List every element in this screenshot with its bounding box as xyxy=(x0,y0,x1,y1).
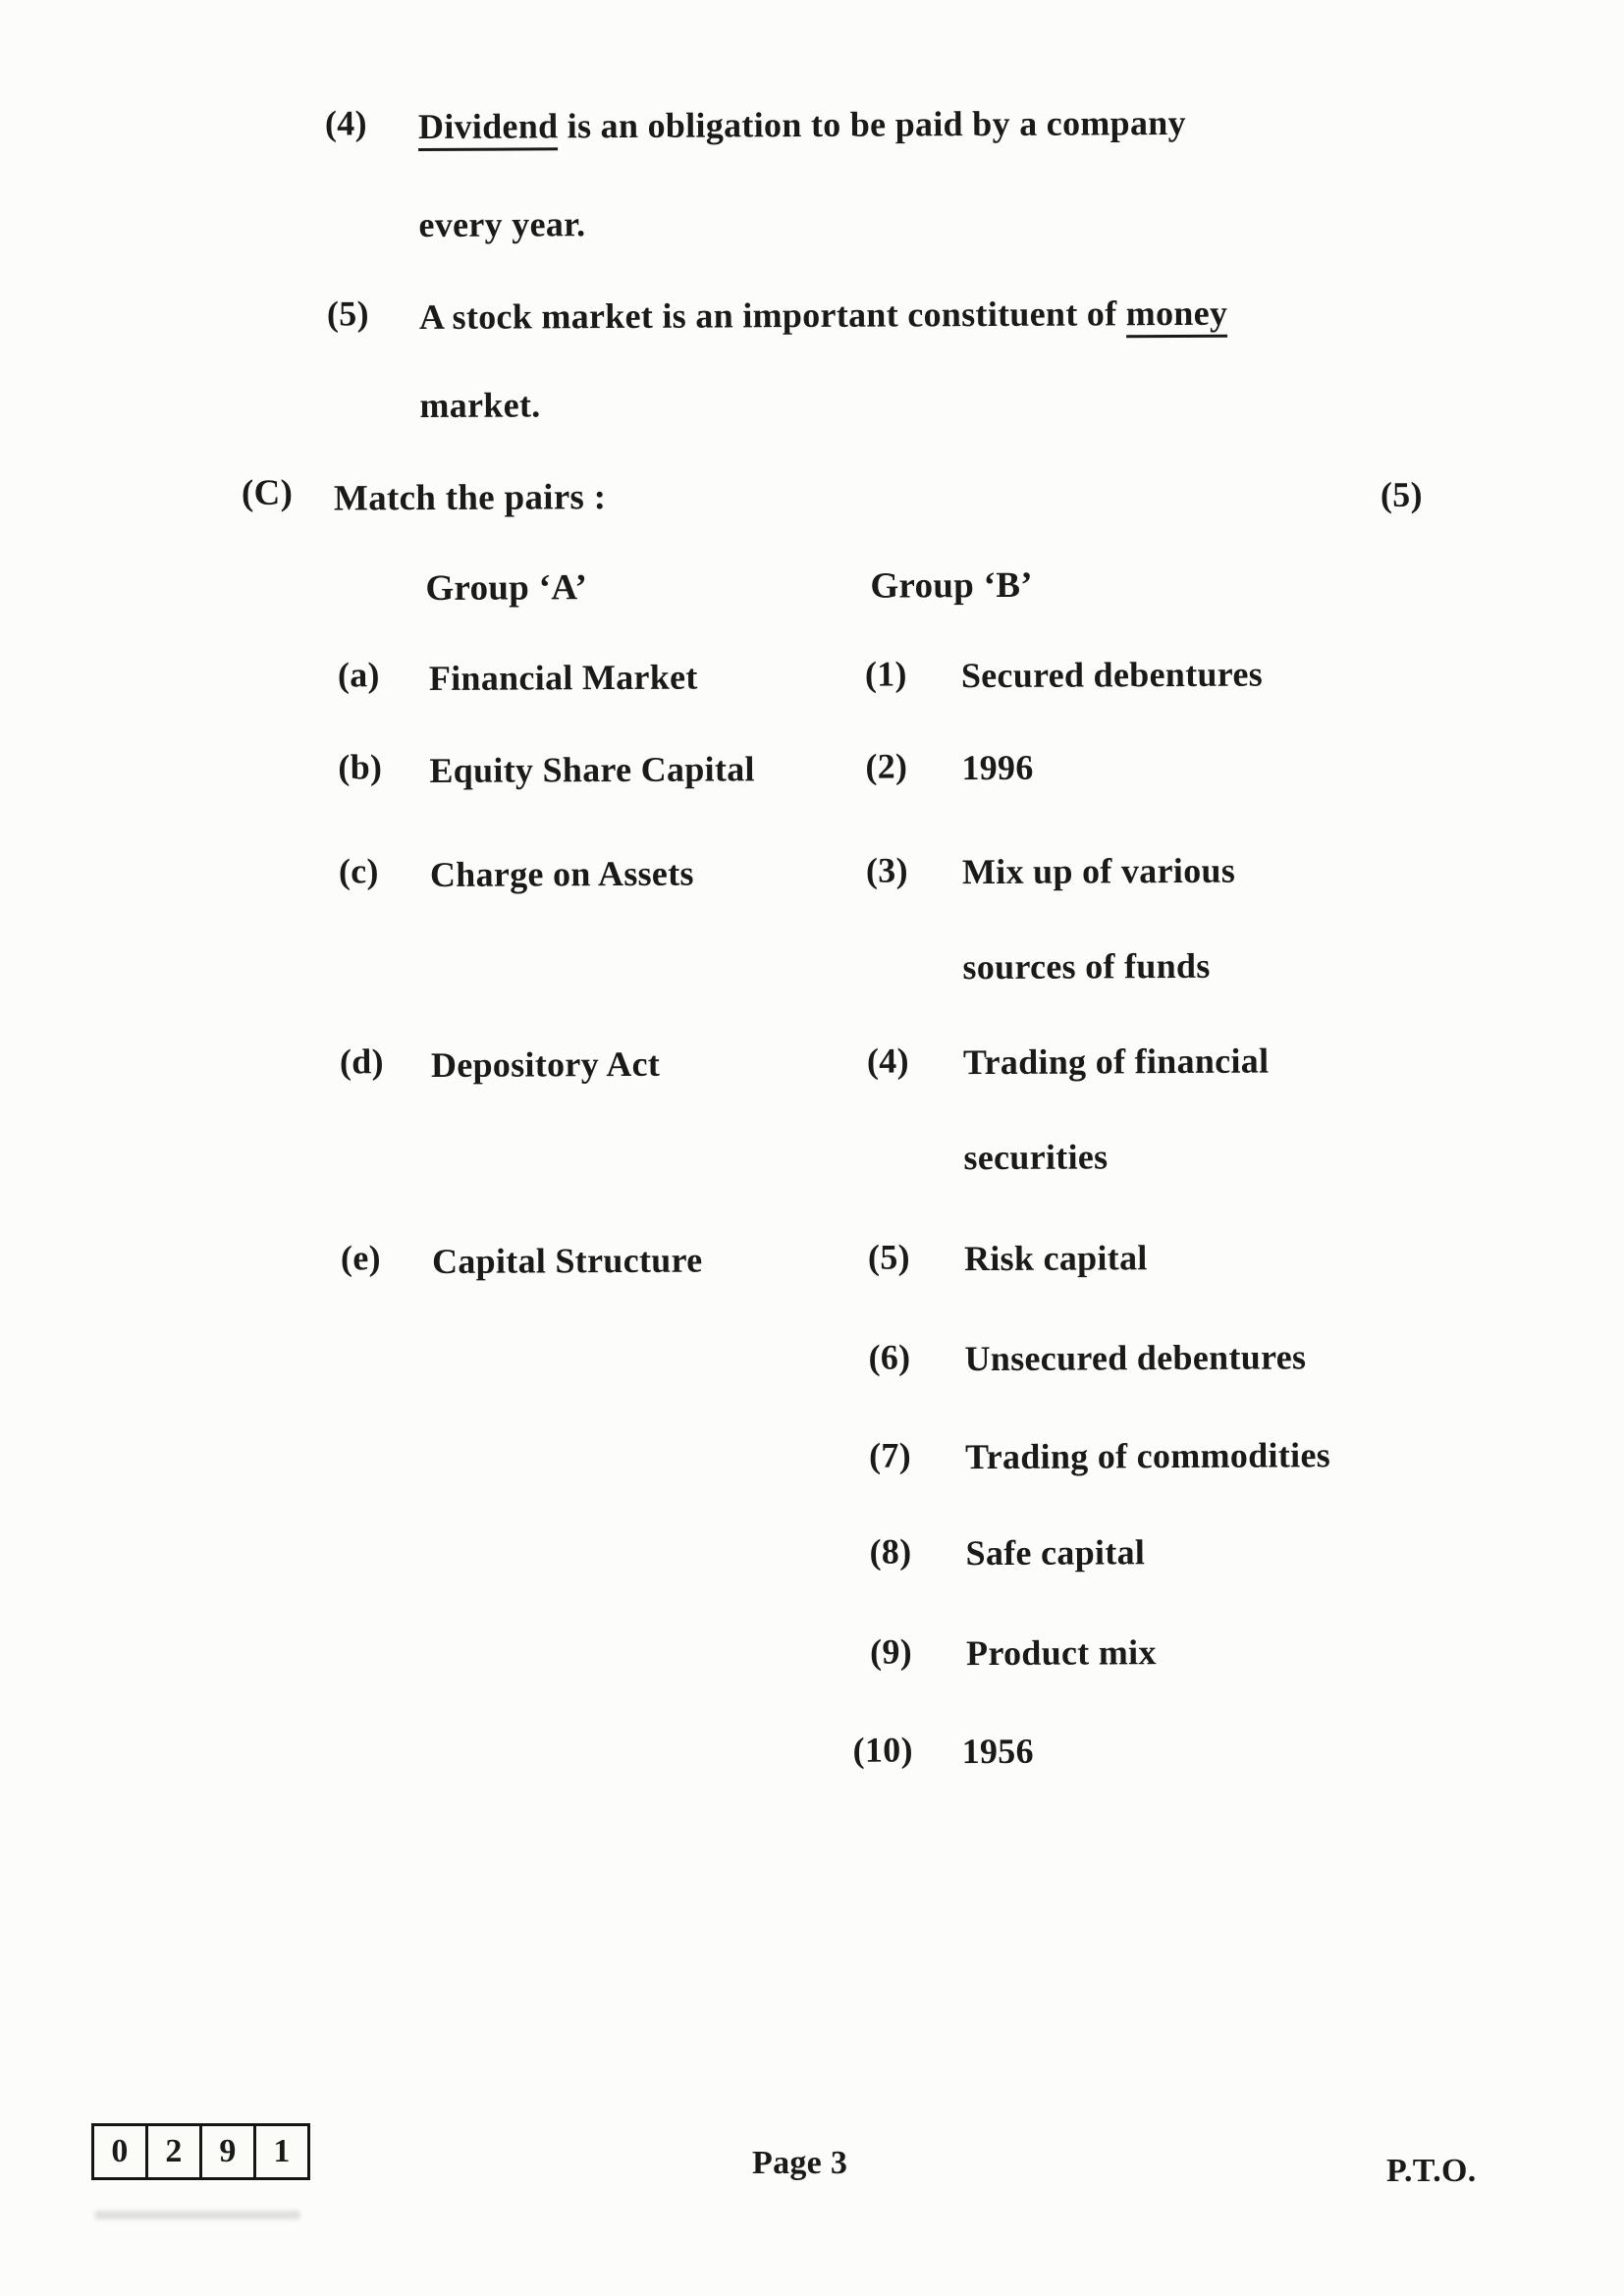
group-b-key: (7) xyxy=(868,1435,912,1475)
group-b-key: (2) xyxy=(865,746,908,786)
group-b-item-line: Secured debentures xyxy=(960,654,1264,696)
group-b-item-line: Unsecured debentures xyxy=(964,1337,1307,1379)
group-a-key: (c) xyxy=(338,851,379,891)
group-a-item: Equity Share Capital xyxy=(429,749,755,791)
group-b-key: (1) xyxy=(864,654,907,694)
group-b-item-line: 1996 xyxy=(961,747,1034,788)
group-a-item: Financial Market xyxy=(428,657,698,699)
group-b-item xyxy=(963,1041,1270,1180)
group-b-key: (4) xyxy=(866,1041,909,1081)
group-b-key: (3) xyxy=(865,850,908,890)
statement-4-number: (4) xyxy=(324,103,367,143)
statement-4-underlined-word: Dividend xyxy=(418,106,559,151)
code-digit-box: 2 xyxy=(145,2123,202,2180)
group-a-item: Capital Structure xyxy=(431,1240,703,1281)
code-digit-box: 9 xyxy=(199,2123,256,2180)
group-b-item xyxy=(964,1336,1306,1380)
code-digit-box: 1 xyxy=(253,2123,310,2180)
group-b-item-line: Mix up of various xyxy=(961,850,1236,892)
group-b-header: Group ‘B’ xyxy=(870,564,1033,607)
page-number: Page 3 xyxy=(752,2145,848,2181)
group-b-item xyxy=(962,850,1236,989)
section-c-marks: (5) xyxy=(1380,474,1423,514)
group-a-key: (a) xyxy=(337,655,380,695)
statement-4-line1 xyxy=(418,102,1186,148)
group-b-key: (10) xyxy=(852,1730,913,1770)
statement-5-pre: A stock market is an important constituent of xyxy=(418,294,1126,338)
statement-4-post: is an obligation to be paid by a company xyxy=(558,102,1186,146)
section-c-title: Match the pairs : xyxy=(333,477,607,519)
statement-5-underlined-word: money xyxy=(1126,294,1228,339)
group-b-key: (6) xyxy=(868,1337,911,1377)
group-b-item-line: Trading of financial xyxy=(962,1041,1270,1083)
group-b-item xyxy=(964,1237,1148,1280)
group-a-item: Charge on Assets xyxy=(429,853,694,894)
group-b-item: Safe capital xyxy=(965,1532,1146,1574)
group-a-key: (b) xyxy=(338,747,383,787)
statement-4-line2: every year. xyxy=(418,204,586,245)
question-paper-code-boxes xyxy=(91,2123,310,2180)
group-b-item xyxy=(961,747,1033,790)
pto-label: P.T.O. xyxy=(1386,2153,1477,2189)
group-b-item: Trading of commodities xyxy=(964,1435,1331,1477)
group-b-key: (5) xyxy=(867,1237,910,1277)
group-b-item-line: Risk capital xyxy=(963,1238,1148,1279)
group-b-item xyxy=(961,654,1263,698)
statement-5-line1 xyxy=(419,293,1227,339)
group-a-header: Group ‘A’ xyxy=(425,567,588,610)
group-b-item: Product mix xyxy=(966,1632,1157,1674)
group-b-item-line: sources of funds xyxy=(962,946,1211,988)
group-b-item-line: securities xyxy=(963,1137,1109,1178)
section-c-label: (C) xyxy=(241,472,294,514)
group-b-key: (8) xyxy=(869,1531,912,1572)
statement-5-line2: market. xyxy=(419,385,541,426)
group-b-item: 1956 xyxy=(961,1731,1034,1772)
group-a-key: (e) xyxy=(340,1238,381,1278)
group-a-item: Depository Act xyxy=(430,1043,661,1085)
statement-5-number: (5) xyxy=(326,294,369,334)
group-b-key: (9) xyxy=(869,1631,913,1672)
code-digit-box: 0 xyxy=(91,2123,148,2180)
scan-smudge xyxy=(94,2211,300,2219)
group-a-key: (d) xyxy=(339,1041,384,1082)
